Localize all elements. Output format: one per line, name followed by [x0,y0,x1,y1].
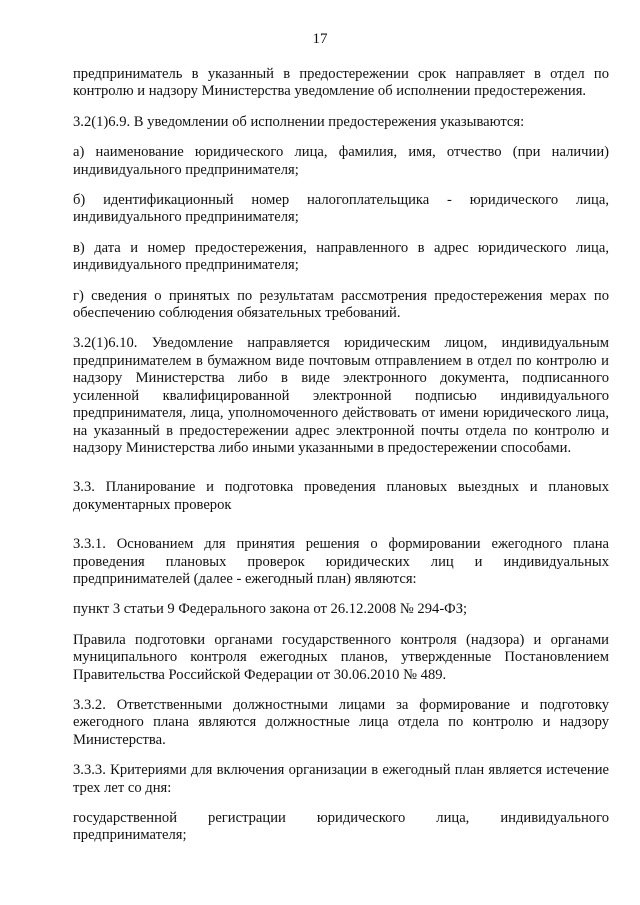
paragraph-3-2-1-6-10: 3.2(1)6.10. Уведомление направляется юридическим лицом, индивидуальным предпринимателем в бумажном виде почтовым отправлением в отдел по контролю и надзору Министерства либо в виде электронного документа, подписанного усиленной квалифицированной электронной подписью индивидуального предпринимателя, лица, уполномоченного действовать от имени юридического лица, на указанный в предостережении адрес электронной почты отдела по контролю и надзору Министерства либо иными указанными в предостережении способами. [73,335,609,456]
page-number: 17 [312,31,328,47]
paragraph-3-3-2: 3.3.2. Ответственными должностными лицами за формирование и подготовку ежегодного плана являются должностные лица отдела по контролю и надзору Министерства. [73,696,609,748]
document-body [73,66,609,845]
list-item-g: г) сведения о принятых по результатам рассмотрения предостережения мерах по обеспечению соблюдения обязательных требований. [73,287,609,322]
paragraph-3-3-3: 3.3.3. Критериями для включения организации в ежегодный план является истечение трех лет со дня: [73,762,609,796]
paragraph-3-3-1: 3.3.1. Основанием для принятия решения о формировании ежегодного плана проведения плановых проверок юридических лиц и индивидуальных предпринимателей (далее - ежегодный план) являются: [73,536,609,587]
list-item-a: а) наименование юридического лица, фамилия, имя, отчество (при наличии) индивидуального предпринимателя; [73,144,609,178]
paragraph-3-2-1-6-9: 3.2(1)6.9. В уведомлении об исполнении предостережения указываются: [73,113,525,130]
list-item-v: в) дата и номер предостережения, направленного в адрес юридического лица, индивидуального предпринимателя; [73,239,609,274]
paragraph-continuation: предприниматель в указанный в предостережении срок направляет в отдел по контролю и надзору Министерства уведомление об исполнении предостережения. [73,66,609,100]
section-heading-3-3: 3.3. Планирование и подготовка проведения плановых выездных и плановых документарных проверок [73,479,609,513]
list-item-b: б) идентификационный номер налогоплательщика - юридического лица, индивидуального предпринимателя; [73,192,609,226]
paragraph-rules-reference: Правила подготовки органами государственного контроля (надзора) и органами муниципального контроля ежегодных планов, утвержденные Постановлением Правительства Российской Федерации от 30.06.2010 № 489. [73,631,609,683]
paragraph-registration: государственной регистрации юридического лица, индивидуального предпринимателя; [73,810,609,844]
paragraph-law-reference: пункт 3 статьи 9 Федерального закона от 26.12.2008 № 294-ФЗ; [73,601,468,618]
